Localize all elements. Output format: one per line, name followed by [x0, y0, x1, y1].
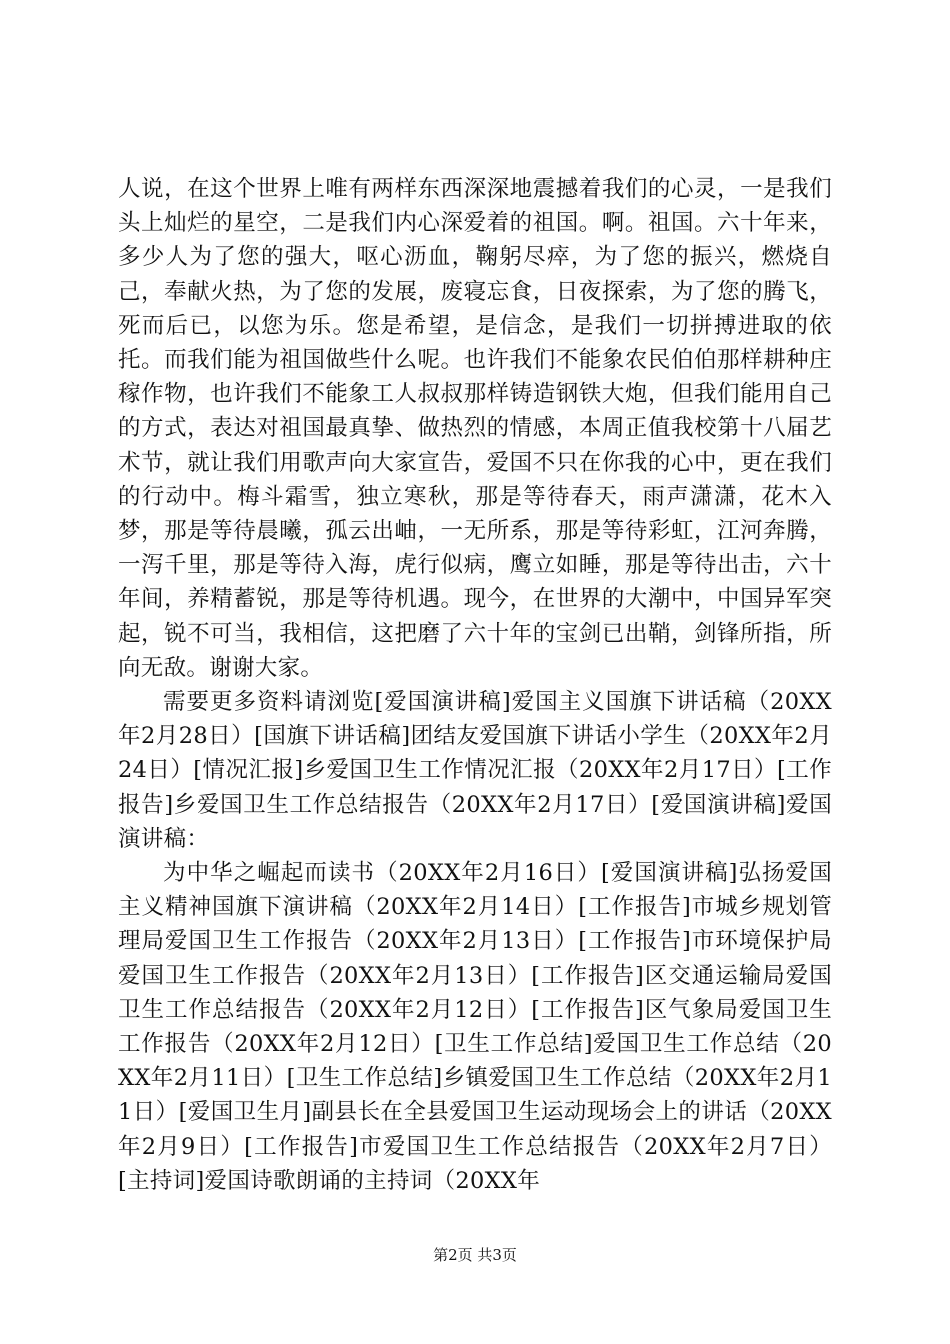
page-footer — [0, 1245, 950, 1265]
document-body — [118, 172, 832, 1198]
page-number-indicator: 第2页 共3页 — [433, 1246, 517, 1264]
body-paragraph-resource-list: 为中华之崛起而读书（20XX年2月16日）[爱国演讲稿]弘扬爱国主义精神国旗下演讲稿（20XX年2月14日）[工作报告]市城乡规划管理局爱国卫生工作报告（20XX年2月13日）[工作报告]市环境保护局爱国卫生工作报告（20XX年2月13日）[工作报告]区交通运输局爱国卫生工作总结报告（20XX年2月12日）[工作报告]区气象局爱国卫生工作报告（20XX年2月12日）[卫生工作总结]爱国卫生工作总结（20XX年2月11日）[卫生工作总结]乡镇爱国卫生工作总结（20XX年2月11日）[爱国卫生月]副县长在全县爱国卫生运动现场会上的讲话（20XX年2月9日）[工作报告]市爱国卫生工作总结报告（20XX年2月7日）[主持词]爱国诗歌朗诵的主持词（20XX年 — [118, 860, 832, 1194]
body-paragraph-speech: 人说，在这个世界上唯有两样东西深深地震撼着我们的心灵，一是我们头上灿烂的星空，二是我们内心深爱着的祖国。啊。祖国。六十年来，多少人为了您的强大，呕心沥血，鞠躬尽瘁，为了您的振兴，燃烧自己，奉献火热，为了您的发展，废寝忘食，日夜探索，为了您的腾飞，死而后已，以您为乐。您是希望，是信念，是我们一切拼搏进取的依托。而我们能为祖国做些什么呢。也许我们不能象农民伯伯那样耕种庄稼作物，也许我们不能象工人叔叔那样铸造钢铁大炮，但我们能用自己的方式，表达对祖国最真挚、做热烈的情感，本周正值我校第十八届艺术节，就让我们用歌声向大家宣告，爱国不只在你我的心中，更在我们的行动中。梅斗霜雪，独立寒秋，那是等待春天，雨声潇潇，花木入梦，那是等待晨曦，孤云出岫，一无所系，那是等待彩虹，江河奔腾，一泻千里，那是等待入海，虎行似病，鹰立如睡，那是等待出击，六十年间，养精蓄锐，那是等待机遇。现今，在世界的大潮中，中国异军突起，锐不可当，我相信，这把磨了六十年的宝剑已出鞘，剑锋所指，所向无敌。谢谢大家。 — [118, 176, 832, 681]
body-paragraph-more-resources: 需要更多资料请浏览[爱国演讲稿]爱国主义国旗下讲话稿（20XX年2月28日）[国旗下讲话稿]团结友爱国旗下讲话小学生（20XX年2月24日）[情况汇报]乡爱国卫生工作情况汇报（20XX年2月17日）[工作报告]乡爱国卫生工作总结报告（20XX年2月17日）[爱国演讲稿]爱国演讲稿： — [118, 689, 832, 852]
